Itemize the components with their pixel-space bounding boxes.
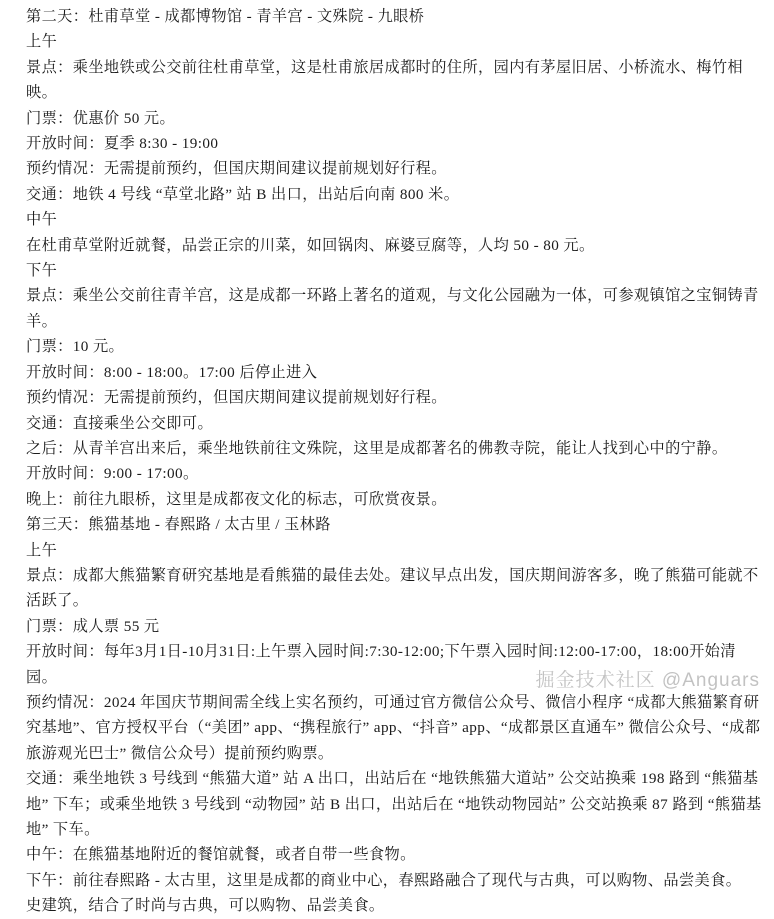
day2-after-hours: 开放时间：9:00 - 17:00。 — [26, 465, 199, 483]
day3-afternoon: 下午：前往春熙路 - 太古里，这里是成都的商业中心，春熙路融合了现代与古典，可以购物、品尝美食。 — [26, 871, 742, 889]
scrollbar-thumb[interactable] — [768, 0, 774, 120]
day3-noon: 中午：在熊猫基地附近的餐馆就餐，或者自带一些食物。 — [26, 846, 416, 864]
day2-morning-ticket: 门票：优惠价 50 元。 — [26, 109, 176, 127]
day2-afternoon-booking: 预约情况：无需提前预约，但国庆期间建议提前规划好行程。 — [26, 389, 447, 407]
day2-afternoon-label: 下午 — [26, 262, 58, 280]
day2-evening: 晚上：前往九眼桥，这里是成都夜文化的标志，可欣赏夜景。 — [26, 490, 447, 508]
day3-title: 第三天：熊猫基地 - 春熙路 / 太古里 / 玉林路 — [26, 516, 331, 534]
day2-afternoon-ticket: 门票：10 元。 — [26, 338, 125, 356]
day2-afternoon-transport: 交通：直接乘坐公交即可。 — [26, 414, 214, 432]
scrollbar[interactable] — [768, 0, 774, 726]
day3-morning-ticket: 门票：成人票 55 元 — [26, 617, 160, 635]
day2-noon-meal: 在杜甫草堂附近就餐，品尝正宗的川菜，如回锅肉、麻婆豆腐等，人均 50 - 80 元。 — [26, 236, 595, 254]
day2-afternoon-spot: 景点：乘坐公交前往青羊宫，这是成都一环路上著名的道观，与文化公园融为一体，可参观镇馆之宝铜铸青羊。 — [26, 287, 759, 330]
day3-morning-transport: 交通：乘坐地铁 3 号线到 “熊猫大道” 站 A 出口，出站后在 “地铁熊猫大道站” 公交站换乘 198 路到 “熊猫基地” 下车；或乘坐地铁 3 号线到 “动物园” 站 B 出口，出站后在 “地铁动物园站” 公交站换乘 87 路到 “熊猫基地” 下车。 — [26, 770, 762, 838]
day3-morning-hours: 开放时间：每年3月1日-10月31日:上午票入园时间:7:30-12:00;下午票入园时间:12:00-17:00，18:00开始清园。 — [26, 643, 736, 686]
day2-title: 第二天：杜甫草堂 - 成都博物馆 - 青羊宫 - 文殊院 - 九眼桥 — [26, 8, 425, 25]
day3-morning-label: 上午 — [26, 541, 58, 559]
day2-afternoon-hours: 开放时间：8:00 - 18:00。17:00 后停止进入 — [26, 363, 318, 381]
day3-morning-spot: 景点：成都大熊猫繁育研究基地是看熊猫的最佳去处。建议早点出发，国庆期间游客多，晚了熊猫可能就不活跃了。 — [26, 566, 759, 610]
day2-morning-booking: 预约情况：无需提前预约，但国庆期间建议提前规划好行程。 — [26, 160, 447, 178]
day2-morning-label: 上午 — [26, 33, 58, 51]
watermark: 掘金技术社区 @Anguars — [535, 670, 760, 691]
day2-noon-label: 中午 — [26, 211, 58, 229]
day2-morning-hours: 开放时间：夏季 8:30 - 19:00 — [26, 135, 219, 153]
day2-after-spot: 之后：从青羊宫出来后，乘坐地铁前往文殊院，这里是成都著名的佛教寺院，能让人找到心中的宁静。 — [26, 439, 728, 457]
day3-morning-booking: 预约情况：2024 年国庆节期间需全线上实名预约，可通过官方微信公众号、微信小程序 “成都大熊猫繁育研究基地”、官方授权平台（“美团” app、“携程旅行” app、“抖音” app、“成都景区直通车” 微信公众号、“成都旅游观光巴士” 微信公众号）提前预约购票。 — [26, 693, 761, 762]
day2-morning-spot: 景点：乘坐地铁或公交前往杜甫草堂，这是杜甫旅居成都时的住所，园内有茅屋旧居、小桥流水、梅竹相映。 — [26, 58, 744, 102]
day2-morning-transport: 交通：地铁 4 号线 “草堂北路” 站 B 出口，出站后向南 800 米。 — [26, 185, 460, 203]
day3-afternoon-continued: 史建筑，结合了时尚与古典，可以购物、品尝美食。 — [26, 897, 385, 915]
